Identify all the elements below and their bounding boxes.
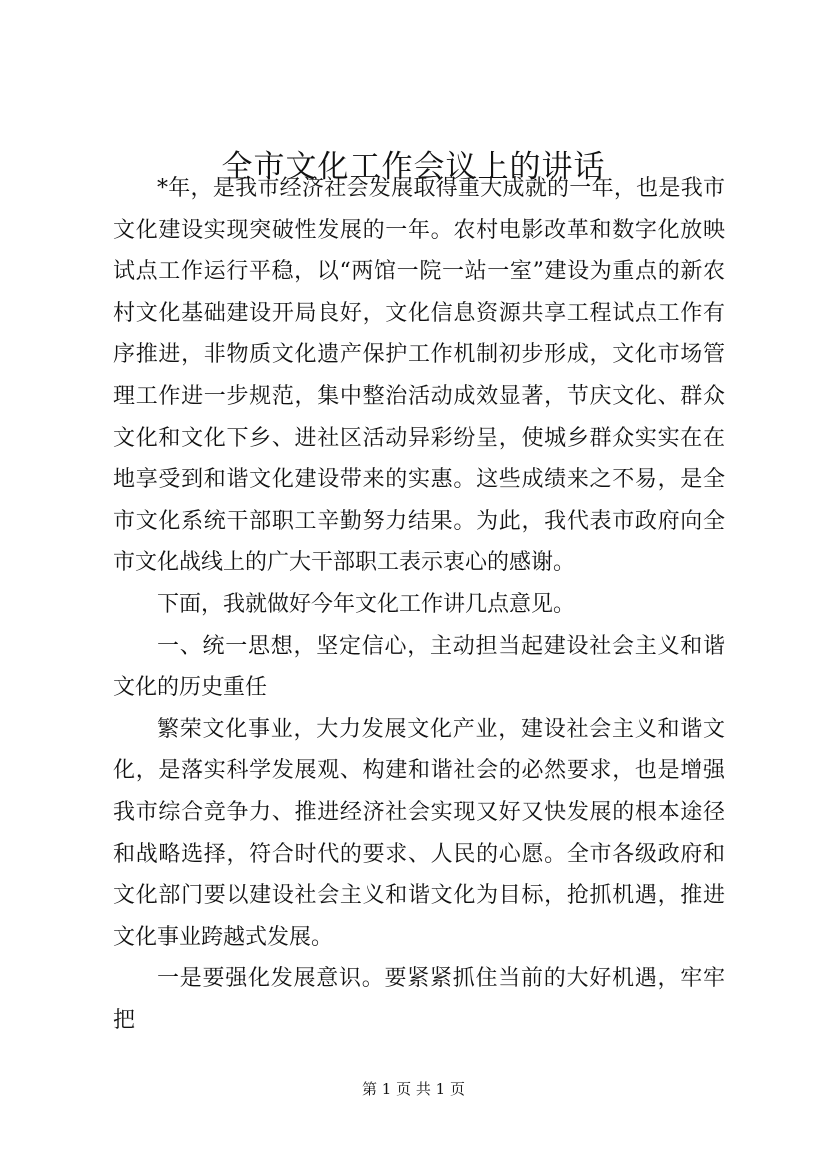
paragraph-5: 一是要强化发展意识。要紧紧抓住当前的大好机遇，牢牢把 [113, 966, 725, 1033]
paragraph-3-heading: 一、统一思想，坚定信心，主动担当起建设社会主义和谐文化的历史重任 [113, 633, 725, 701]
page-number-footer: 第 1 页 共 1 页 [362, 1080, 465, 1098]
document-body [113, 168, 725, 1041]
paragraph-1: *年，是我市经济社会发展取得重大成就的一年，也是我市文化建设实现突破性发展的一年。农村电影改革和数字化放映试点工作运行平稳，以“两馆一院一站一室”建设为重点的新农村文化基础建设开局良好，文化信息资源共享工程试点工作有序推进，非物质文化遗产保护工作机制初步形成，文化市场管理工作进一步规范，集中整治活动成效显著，节庆文化、群众文化和文化下乡、进社区活动异彩纷呈，使城乡群众实实在在地享受到和谐文化建设带来的实惠。这些成绩来之不易，是全市文化系统干部职工辛勤努力结果。为此，我代表市政府向全市文化战线上的广大干部职工表示衷心的感谢。 [113, 176, 725, 576]
paragraph-2: 下面，我就做好今年文化工作讲几点意见。 [157, 591, 576, 617]
document-title: 全市文化工作会议上的讲话 [221, 149, 606, 185]
paragraph-4: 繁荣文化事业，大力发展文化产业，建设社会主义和谐文化，是落实科学发展观、构建和谐社会的必然要求，也是增强我市综合竞争力、推进经济社会实现又好又快发展的根本途径和战略选择，符合时代的要求、人民的心愿。全市各级政府和文化部门要以建设社会主义和谐文化为目标，抢抓机遇，推进文化事业跨越式发展。 [113, 716, 725, 950]
